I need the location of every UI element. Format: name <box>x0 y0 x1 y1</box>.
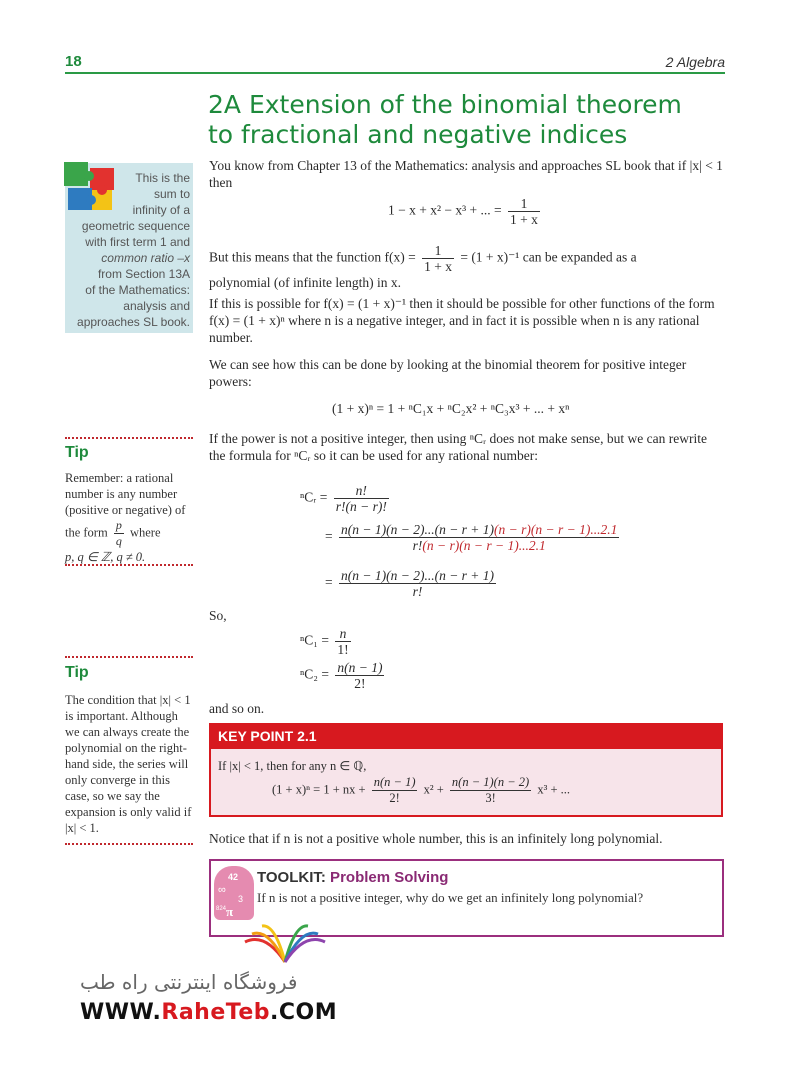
ncr-f3-num: n(n − 1)(n − 2)...(n − r + 1) <box>341 568 495 583</box>
tip1-text-main: Remember: a rational number is any number (positive or negative) of the form <box>65 471 186 540</box>
key-point-title: KEY POINT 2.1 <box>218 728 317 744</box>
p2-frac-den: 1 + x <box>424 259 452 274</box>
header-rule <box>65 72 725 74</box>
eq1-den: 1 + x <box>510 212 538 227</box>
section-title <box>208 90 728 150</box>
sidebar-note-line: with first term 1 and <box>85 235 190 249</box>
toolkit-question: If n is not a positive integer, why do we get an infinitely long polynomial? <box>257 890 644 905</box>
key-point-condition: If |x| < 1, then for any n ∈ ℚ, <box>218 759 367 773</box>
p2-part-b: = (1 + x)⁻¹ can be expanded as a <box>460 249 637 265</box>
tip1-text-condition: p, q ∈ ℤ, q ≠ 0. <box>65 550 146 564</box>
toolkit-icon-label-42: 42 <box>228 872 239 882</box>
ncr-f2-num-black: n(n − 1)(n − 2)...(n − r + 1) <box>341 522 495 537</box>
toolkit-title <box>257 869 448 886</box>
p2-frac-num: 1 <box>434 243 442 258</box>
infinity-icon: ∞ <box>218 884 226 896</box>
ncr-label: ⁿCᵣ <box>300 489 317 505</box>
toolkit-icon-label-3: 3 <box>238 894 244 904</box>
section-title-line1: 2A Extension of the binomial theorem <box>208 90 682 119</box>
sidebar-note-line: approaches SL book. <box>77 315 190 329</box>
ncr-f2-num-red: (n − r)(n − r − 1)...2.1 <box>494 522 618 537</box>
tip2-heading: Tip <box>65 664 89 681</box>
sidebar-note-line: analysis and <box>123 299 190 313</box>
ncr-line1: ⁿCᵣ = $\frac{n!}{r!(n - r)!}$ <box>300 483 387 514</box>
ncr-line3: = $\frac{n(n - 1)(n - 2)...(n - r + 1)}{r!}$ <box>325 568 495 599</box>
p2-part-c: polynomial (of infinite length) in x. <box>209 275 401 290</box>
paragraph-generalise: If this is possible for f(x) = (1 + x)⁻¹ then it should be possible for other functions of the form f(x) = (1 + x)ⁿ where n is a negative integer, and in fact it is possible when n is any rational number. <box>209 296 715 345</box>
ncr-f2-den-red: (n − r)(n − r − 1)...2.1 <box>422 538 546 553</box>
pi-icon: π <box>226 904 234 919</box>
kp-t1-num: n(n − 1) <box>373 775 416 789</box>
tip1-fraction <box>114 518 124 549</box>
tip1-top-divider <box>65 437 193 439</box>
tip2-text: The condition that |x| < 1 is important. Although we can always create the polynomial on the right-hand side, the series will only converge in this case, so we say the expansion is only valid if |x| < 1. <box>65 693 192 835</box>
ncr-f1-den: r!(n − r)! <box>335 499 387 514</box>
kp-lhs: (1 + x)ⁿ = 1 + nx + <box>272 782 366 797</box>
watermark-url-brand: RaheTeb <box>161 1000 270 1025</box>
nc1-fraction <box>335 626 350 657</box>
p2-fraction <box>422 243 454 274</box>
tip1-bottom-divider <box>65 564 193 566</box>
ncr-fraction2 <box>339 522 619 553</box>
equation-binomial-theorem: (1 + x)ⁿ = 1 + ⁿC₁x + ⁿC₂x² + ⁿC₃x³ + ... + xⁿ <box>332 401 570 416</box>
nc2-den: 2! <box>335 675 384 691</box>
ncr-fraction3 <box>339 568 496 599</box>
kp-t1-den: 2! <box>372 790 418 806</box>
watermark-url-suffix: .COM <box>270 1000 338 1025</box>
nc2-line: ⁿC₂ = $\frac{n(n - 1)}{2!}$ <box>300 660 383 691</box>
paragraph-rewrite: If the power is not a positive integer, then using ⁿCᵣ does not make sense, but we can rewrite the formula for ⁿCᵣ so it can be used for any rational number: <box>209 431 707 463</box>
so-text: So, <box>209 608 227 623</box>
paragraph-function <box>209 243 724 291</box>
ncr-fraction1 <box>334 483 389 514</box>
nc1-line: ⁿC₁ = $\frac{n}{1!}$ <box>300 626 349 657</box>
toolkit-icon-label-824: 824 <box>216 906 227 912</box>
nc1-num: n <box>339 626 347 641</box>
p2-part-a: But this means that the function f(x) = <box>209 249 416 265</box>
paragraph-infinite: Notice that if n is not a positive whole number, this is an infinitely long polynomial. <box>209 831 663 846</box>
ncr-line2: = $\frac{n(n - 1)(n - 2)...(n - r + 1)(n - r)(n - r - 1)...2.1}{r!(n - r)(n - r - 1)...2.1}$ <box>325 522 618 553</box>
nc1-den: 1! <box>337 642 349 657</box>
watermark-persian-text: فروشگاه اینترنتی راه طب <box>80 970 298 994</box>
kp-t2-num: n(n − 1)(n − 2) <box>451 775 530 789</box>
nc2-fraction <box>335 660 384 691</box>
tip1-heading: Tip <box>65 444 89 461</box>
ncr-f3-den: r! <box>339 583 496 599</box>
kp-term2-fraction <box>372 775 418 806</box>
sidebar-note-line: sum to <box>153 187 190 201</box>
sidebar-note-text <box>72 170 190 330</box>
ncr-f1-num: n! <box>355 483 367 498</box>
tip1-frac-num: p <box>115 518 122 532</box>
kp-t1-pow: x² + <box>423 782 444 797</box>
equation-geometric-series <box>388 196 543 227</box>
tip2-top-divider <box>65 656 193 658</box>
page-number: 18 <box>65 53 82 70</box>
toolkit-title-rest: Problem Solving <box>325 869 449 886</box>
kp-t2-den: 3! <box>450 790 531 806</box>
eq1-num: 1 <box>520 196 528 211</box>
sidebar-note-line: common ratio –x <box>101 251 190 265</box>
eq1-fraction <box>508 196 540 227</box>
paragraph-binomial: We can see how this can be done by looking at the binomial theorem for positive integer powers: <box>209 357 687 389</box>
sidebar-note-line: geometric sequence <box>81 219 190 233</box>
sidebar-note-line: of the Mathematics: <box>85 283 190 297</box>
and-so-on-text: and so on. <box>209 701 265 716</box>
kp-term3-fraction <box>450 775 531 806</box>
nc2-label: ⁿC₂ <box>300 666 318 682</box>
paragraph-intro: You know from Chapter 13 of the Mathematics: analysis and approaches SL book that if |x| < 1 then <box>209 158 723 190</box>
eq1-lhs: 1 − x + x² − x³ + ... = <box>388 202 502 218</box>
section-title-line2: to fractional and negative indices <box>208 120 628 149</box>
tip1-text-where: where <box>129 525 161 540</box>
sidebar-note-line: infinity of a <box>132 203 190 217</box>
sidebar-note-line: from Section 13A <box>97 267 190 281</box>
nc2-num: n(n − 1) <box>337 660 383 675</box>
toolkit-title-prefix: TOOLKIT: <box>257 869 326 886</box>
ncr-f2-den-black: r! <box>412 538 423 553</box>
book-logo-icon <box>240 922 330 967</box>
kp-t2-pow: x³ + ... <box>537 782 571 797</box>
tip1-text <box>65 470 195 565</box>
sidebar-note-line: This is the <box>135 171 190 185</box>
nc1-label: ⁿC₁ <box>300 632 318 648</box>
tip2-bottom-divider <box>65 843 193 845</box>
tip1-frac-den: q <box>115 534 122 548</box>
watermark-url <box>80 1000 337 1025</box>
key-point-formula <box>272 775 570 806</box>
chapter-title: 2 Algebra <box>665 54 725 70</box>
watermark-url-prefix: WWW. <box>80 1000 162 1025</box>
